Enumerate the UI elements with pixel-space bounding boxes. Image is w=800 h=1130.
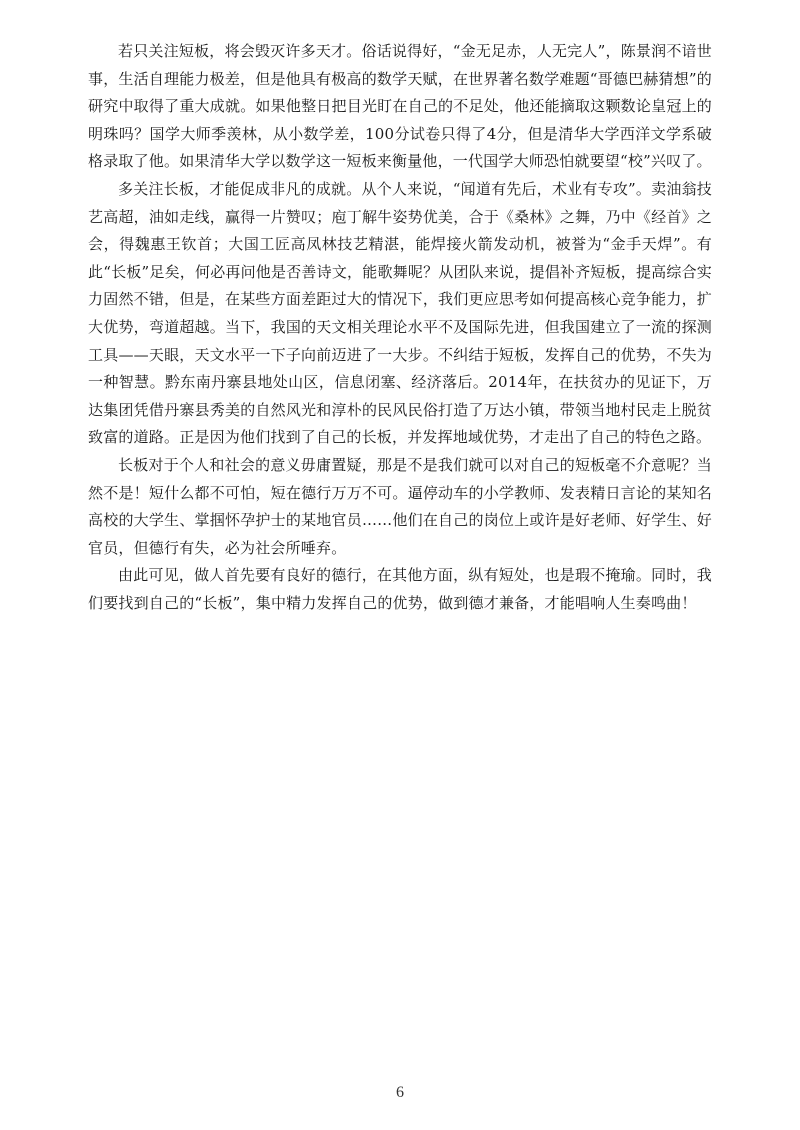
essay-body	[88, 38, 712, 617]
paragraph-long-board: 多关注长板，才能促成非凡的成就。从个人来说，“闻道有先后，术业有专攻”。卖油翁技艺高超，油如走线，赢得一片赞叹；庖丁解牛姿势优美，合于《桑林》之舞，乃中《经首》之会，得魏惠王钦首；大国工匠高凤林技艺精湛，能焊接火箭发动机，被誉为“金手天焊”。有此“长板”足矣，何必再问他是否善诗文，能歌舞呢？从团队来说，提倡补齐短板，提高综合实力固然不错，但是，在某些方面差距过大的情况下，我们更应思考如何提高核心竞争能力，扩大优势，弯道超越。当下，我国的天文相关理论水平不及国际先进，但我国建立了一流的探测工具——天眼，天文水平一下子向前迈进了一大步。不纠结于短板，发挥自己的优势，不失为一种智慧。黔东南丹寨县地处山区，信息闭塞、经济落后。2014年，在扶贫办的见证下，万达集团凭借丹寨县秀美的自然风光和淳朴的民风民俗打造了万达小镇，带领当地村民走上脱贫致富的道路。正是因为他们找到了自己的长板，并发挥地域优势，才走出了自己的特色之路。	[88, 179, 712, 447]
paragraph-conclusion: 由此可见，做人首先要有良好的德行，在其他方面，纵有短处，也是瑕不掩瑜。同时，我们要找到自己的“长板”，集中精力发挥自己的优势，做到德才兼备，才能唱响人生奏鸣曲！	[88, 566, 712, 612]
paragraph-short-board: 若只关注短板，将会毁灭许多天才。俗话说得好，“金无足赤，人无完人”，陈景润不谙世事，生活自理能力极差，但是他具有极高的数学天赋，在世界著名数学难题“哥德巴赫猜想”的研究中取得了重大成就。如果他整日把目光盯在自己的不足处，他还能摘取这颗数论皇冠上的明珠吗？国学大师季羡林，从小数学差，100分试卷只得了4分，但是清华大学西洋文学系破格录取了他。如果清华大学以数学这一短板来衡量他，一代国学大师恐怕就要望“校”兴叹了。	[88, 42, 712, 171]
paragraph-virtue: 长板对于个人和社会的意义毋庸置疑，那是不是我们就可以对自己的短板毫不介意呢？当然不是！短什么都不可怕，短在德行万万不可。逼停动车的小学教师、发表精日言论的某知名高校的大学生、掌掴怀孕护士的某地官员……他们在自己的岗位上或许是好老师、好学生、好官员，但德行有失，必为社会所唾弃。	[88, 455, 712, 557]
page-number: 6	[396, 1084, 404, 1101]
